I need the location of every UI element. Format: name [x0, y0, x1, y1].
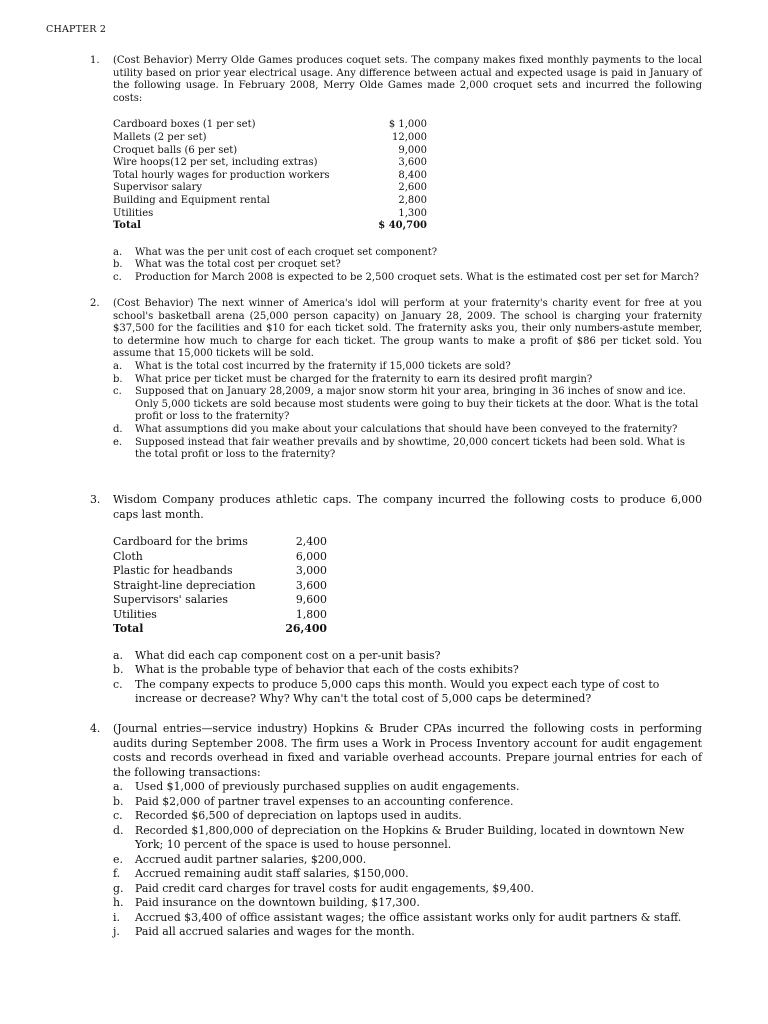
- cost-amount: 3,600: [295, 578, 327, 592]
- sub-question-list: [113, 361, 702, 462]
- sub-question-list: [113, 780, 702, 940]
- sub-question-text: What price per ticket must be charged for the fraternity to earn its desired profit margin?: [135, 373, 593, 385]
- question-number: 3.: [90, 493, 101, 506]
- cost-row: [113, 157, 427, 170]
- question-3: [90, 493, 702, 707]
- cost-row: [113, 564, 327, 579]
- cost-row: [113, 145, 427, 158]
- question-text: (Cost Behavior) Merry Olde Games produces coquet sets. The company makes fixed monthly payments to the local utility based on prior year electrical usage. Any difference between actual and expected usage is paid in January of the following usage. In February 2008, Merry Olde Games made 2,000 croquet sets and incurred the following costs:: [113, 55, 702, 104]
- cost-label: Plastic for headbands: [113, 564, 233, 577]
- chapter-heading: CHAPTER 2: [46, 24, 107, 35]
- question-text: (Journal entries—service industry) Hopkins & Bruder CPAs incurred the following costs in performing audits during September 2008. The firm uses a Work in Process Inventory account for audit engagement costs and records overhead in fixed and variable overhead accounts. Prepare journal entries for each of the following transactions:: [113, 722, 702, 779]
- cost-row: [113, 170, 427, 183]
- cost-row: [113, 132, 427, 145]
- cost-amount: 3,600: [398, 157, 427, 169]
- cost-amount: $ 1,000: [388, 119, 427, 131]
- sub-question-letter: a.: [113, 246, 123, 258]
- cost-row: [113, 220, 427, 233]
- cost-label: Total: [113, 220, 141, 232]
- cost-label: Cardboard boxes (1 per set): [113, 119, 256, 131]
- cost-row: [113, 119, 427, 132]
- sub-question-text: What assumptions did you make about your calculations that should have been conveyed to the fraternity?: [135, 423, 678, 435]
- sub-question-list: [113, 649, 702, 707]
- question-number: 4.: [90, 722, 101, 735]
- sub-question: [113, 649, 702, 664]
- sub-question-letter: c.: [113, 677, 123, 691]
- sub-question: [113, 437, 702, 462]
- sub-question: [113, 882, 702, 897]
- cost-amount: 2,400: [295, 535, 327, 548]
- question-text: Wisdom Company produces athletic caps. The company incurred the following costs to produce 6,000 caps last month.: [113, 493, 702, 521]
- cost-label: Supervisor salary: [113, 182, 203, 194]
- sub-question: [113, 259, 702, 272]
- cost-amount: 2,600: [398, 182, 427, 194]
- sub-question-text: What was the per unit cost of each croquet set component?: [135, 246, 438, 258]
- sub-question: [113, 809, 702, 824]
- sub-question-text: What is the total cost incurred by the fraternity if 15,000 tickets are sold?: [135, 360, 511, 372]
- sub-question: [113, 867, 702, 882]
- sub-question-text: Recorded $6,500 of depreciation on laptops used in audits.: [135, 809, 462, 822]
- sub-question-letter: e.: [113, 852, 123, 866]
- sub-question: [113, 374, 702, 387]
- cost-label: Supervisors' salaries: [113, 593, 228, 606]
- sub-question-text: Paid $2,000 of partner travel expenses to an accounting conference.: [135, 794, 514, 808]
- sub-question-letter: c.: [113, 809, 123, 822]
- sub-question-letter: b.: [113, 794, 124, 808]
- sub-question: [113, 272, 702, 285]
- cost-row: [113, 579, 327, 594]
- sub-question-letter: b.: [113, 663, 124, 676]
- sub-question: [113, 663, 702, 678]
- sub-question-text: Supposed that on January 28,2009, a major snow storm hit your area, bringing in 36 inches of snow and ice. Only 5,000 tickets are sold because most students were going to buy their tickets at the door. What is the total profit or loss to the fraternity?: [135, 386, 699, 423]
- sub-question-letter: g.: [113, 881, 124, 895]
- sub-question-list: [113, 247, 702, 285]
- sub-question-text: What was the total cost per croquet set?: [135, 259, 341, 271]
- sub-question: [113, 795, 702, 810]
- cost-amount: 12,000: [392, 131, 427, 143]
- sub-question-text: Supposed instead that fair weather prevails and by showtime, 20,000 concert tickets had been sold. What is the total profit or loss to the fraternity?: [135, 436, 685, 461]
- sub-question-letter: f.: [113, 867, 121, 880]
- sub-question-text: Used $1,000 of previously purchased supplies on audit engagements.: [135, 780, 520, 793]
- sub-question-text: Paid credit card charges for travel costs for audit engagements, $9,400.: [135, 881, 534, 895]
- sub-question-letter: c.: [113, 386, 122, 398]
- cost-row: [113, 622, 327, 637]
- cost-amount: 9,000: [398, 144, 427, 156]
- question-number: 2.: [90, 298, 100, 309]
- cost-label: Utilities: [113, 607, 157, 621]
- sub-question-letter: h.: [113, 896, 124, 909]
- cost-label: Utilities: [113, 207, 154, 219]
- sub-question: [113, 896, 702, 911]
- cost-label: Total: [113, 622, 144, 635]
- sub-question-text: Production for March 2008 is expected to be 2,500 croquet sets. What is the estimated cost per set for March?: [135, 271, 699, 283]
- sub-question-text: Accrued audit partner salaries, $200,000.: [135, 852, 367, 866]
- sub-question: [113, 386, 702, 424]
- sub-question-letter: d.: [113, 823, 124, 837]
- sub-question: [113, 361, 702, 374]
- cost-amount: 8,400: [398, 169, 427, 181]
- cost-row: [113, 593, 327, 608]
- cost-label: Croquet balls (6 per set): [113, 144, 238, 156]
- sub-question-text: Accrued remaining audit staff salaries, $150,000.: [135, 867, 409, 880]
- sub-question-text: Paid insurance on the downtown building, $17,300.: [135, 896, 420, 909]
- cost-table: [113, 535, 327, 637]
- sub-question-letter: a.: [113, 780, 123, 793]
- cost-amount: 1,800: [295, 607, 327, 621]
- question-2: [90, 298, 702, 462]
- cost-row: [113, 182, 427, 195]
- cost-amount: 2,800: [398, 194, 427, 206]
- sub-question: [113, 925, 702, 940]
- sub-question: [113, 824, 702, 853]
- sub-question-letter: j.: [113, 925, 120, 938]
- sub-question-letter: d.: [113, 423, 123, 435]
- sub-question-text: The company expects to produce 5,000 caps this month. Would you expect each type of cost to increase or decrease? Why? Why can't the total cost of 5,000 caps be determined?: [135, 677, 660, 705]
- question-text: (Cost Behavior) The next winner of America's idol will perform at your fraternity's charity event for free at you school's basketball arena (25,000 person capacity) on January 28, 2009. The school is charging your fraternity $37,500 for the facilities and $10 for each ticket sold. The fraternity asks you, their only numbers-astute member, to determine how much to charge for each ticket. The group wants to make a profit of $86 per ticket sold. You assume that 15,000 tickets will be sold.: [113, 298, 702, 360]
- cost-row: [113, 550, 327, 565]
- sub-question-letter: b.: [113, 373, 123, 385]
- cost-label: Cardboard for the brims: [113, 535, 248, 548]
- cost-label: Cloth: [113, 549, 143, 563]
- cost-label: Straight-line depreciation: [113, 578, 256, 592]
- sub-question-text: Paid all accrued salaries and wages for the month.: [135, 925, 415, 938]
- cost-label: Building and Equipment rental: [113, 194, 270, 206]
- sub-question: [113, 911, 702, 926]
- cost-label: Total hourly wages for production workers: [113, 169, 330, 181]
- cost-amount: $ 40,700: [378, 220, 427, 232]
- cost-label: Mallets (2 per set): [113, 131, 207, 143]
- cost-row: [113, 535, 327, 550]
- cost-label: Wire hoops(12 per set, including extras): [113, 157, 318, 169]
- cost-amount: 9,600: [295, 593, 327, 606]
- question-4: [90, 722, 702, 940]
- cost-row: [113, 608, 327, 623]
- sub-question-letter: i.: [113, 910, 120, 924]
- cost-row: [113, 195, 427, 208]
- cost-amount: 3,000: [295, 564, 327, 577]
- cost-amount: 6,000: [295, 549, 327, 563]
- sub-question: [113, 678, 702, 707]
- cost-amount: 1,300: [398, 207, 427, 219]
- sub-question-text: Recorded $1,800,000 of depreciation on the Hopkins & Bruder Building, located in downtown New York; 10 percent of the space is used to house personnel.: [135, 823, 685, 851]
- cost-amount: 26,400: [285, 622, 327, 635]
- sub-question-letter: a.: [113, 360, 123, 372]
- question-number: 1.: [90, 55, 100, 66]
- cost-table: [113, 119, 427, 232]
- sub-question: [113, 853, 702, 868]
- sub-question-letter: a.: [113, 648, 123, 662]
- sub-question-text: What did each cap component cost on a per-unit basis?: [135, 648, 441, 662]
- sub-question: [113, 247, 702, 260]
- sub-question: [113, 424, 702, 437]
- cost-row: [113, 208, 427, 221]
- sub-question-letter: c.: [113, 271, 122, 283]
- question-1: [90, 55, 702, 285]
- sub-question: [113, 780, 702, 795]
- sub-question-letter: e.: [113, 436, 123, 448]
- sub-question-text: What is the probable type of behavior that each of the costs exhibits?: [135, 663, 519, 676]
- sub-question-text: Accrued $3,400 of office assistant wages; the office assistant works only for audit partners & staff.: [135, 910, 682, 924]
- sub-question-letter: b.: [113, 259, 123, 271]
